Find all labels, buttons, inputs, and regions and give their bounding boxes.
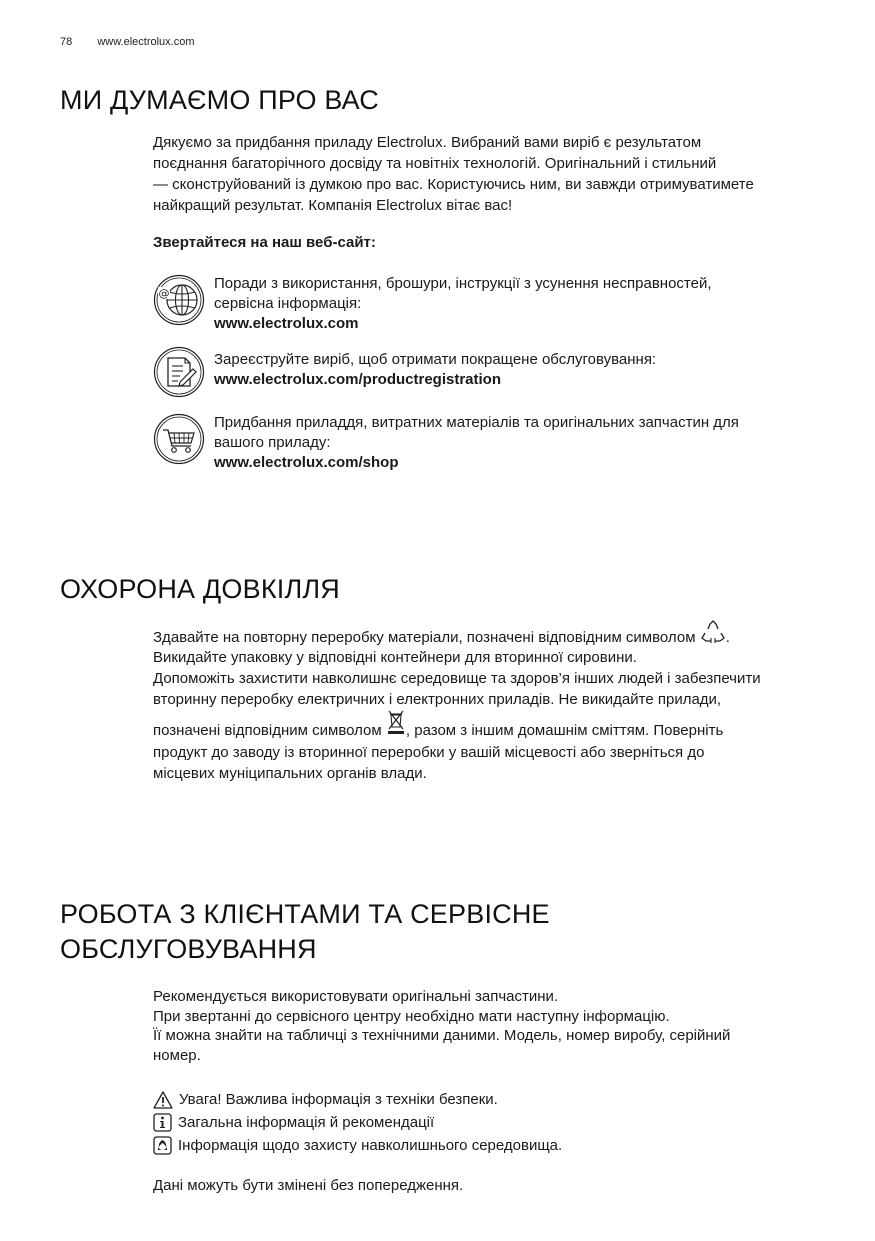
item-line: вашого приладу: <box>214 434 331 451</box>
item-line: Поради з використання, брошури, інструкції з усунення несправностей, <box>214 275 712 292</box>
site-url[interactable]: www.electrolux.com <box>97 36 195 48</box>
legend-item-environment <box>153 1134 562 1157</box>
svg-text:@: @ <box>158 287 170 300</box>
legend-item-info <box>153 1111 562 1134</box>
env-text: позначені відповідним символом <box>153 722 382 739</box>
environment-paragraph <box>153 620 843 784</box>
symbol-legend <box>153 1088 562 1157</box>
env-line-5 <box>153 710 843 742</box>
service-line: Її можна знайти на табличці з технічними даними. Модель, номер виробу, серійний <box>153 1027 731 1044</box>
service-line: номер. <box>153 1046 201 1064</box>
env-line-6: продукт до заводу із вторинної переробки у вашій місцевості або зверніться до <box>153 744 705 761</box>
shop-link[interactable]: www.electrolux.com/shop <box>214 454 399 471</box>
visit-website-label: Звертайтеся на наш веб-сайт: <box>153 234 376 251</box>
service-line: При звертанні до сервісного центру необхідно мати наступну інформацію. <box>153 1007 670 1025</box>
env-line-4: вторинну переробку електричних і електронних приладів. Не викидайте прилади, <box>153 691 722 708</box>
env-line-1 <box>153 620 843 647</box>
shop-text <box>214 413 834 473</box>
intro-paragraph <box>153 132 843 216</box>
env-line-2: Викидайте упаковку у відповідні контейнери для вторинної сировини. <box>153 649 637 666</box>
legend-text: Інформація щодо захисту навколишнього середовища. <box>178 1137 563 1154</box>
weee-bin-icon <box>386 710 406 736</box>
section-title-we-think-of-you: МИ ДУМАЄМО ПРО ВАС <box>60 85 379 115</box>
service-line: Рекомендується використовувати оригінальні запчастини. <box>153 988 559 1005</box>
shopping-cart-icon <box>153 413 205 465</box>
item-line: сервісна інформація: <box>214 295 362 312</box>
section-title-environment: ОХОРОНА ДОВКІЛЛЯ <box>60 574 340 604</box>
globe-icon <box>153 274 205 326</box>
support-text <box>214 274 834 334</box>
env-text: , разом з іншим домашнім сміттям. Поверніть <box>405 722 724 739</box>
env-text: . <box>725 629 730 646</box>
title-line: РОБОТА З КЛІЄНТАМИ ТА СЕРВІСНЕ <box>60 899 550 929</box>
environment-icon <box>153 1136 172 1155</box>
legend-text: Загальна інформація й рекомендації <box>178 1114 435 1131</box>
item-line: Зареєструйте виріб, щоб отримати покращене обслуговування: <box>214 351 657 368</box>
registration-icon <box>153 346 205 398</box>
change-notice: Дані можуть бути змінені без попередження. <box>153 1177 464 1194</box>
recycle-icon <box>700 620 726 644</box>
support-link[interactable]: www.electrolux.com <box>214 315 359 332</box>
intro-line: поєднання багаторічного досвіду та новітніх технологій. Оригінальний і стильний <box>153 155 717 172</box>
warning-icon <box>153 1091 173 1109</box>
intro-line: — сконструйований із думкою про вас. Користуючись ним, ви завжди отримуватимете <box>153 176 754 193</box>
legend-text: Увага! Важлива інформація з техніки безпеки. <box>179 1091 498 1108</box>
section-title-customer-service <box>60 897 550 967</box>
env-line-3: Допоможіть захистити навколишнє середовище та здоров’я інших людей і забезпечити <box>153 670 761 687</box>
service-paragraph <box>153 987 843 1065</box>
page-header <box>60 36 217 48</box>
page-number: 78 <box>60 36 73 48</box>
info-icon <box>153 1113 172 1132</box>
registration-link[interactable]: www.electrolux.com/productregistration <box>214 371 501 388</box>
item-line: Придбання приладдя, витратних матеріалів та оригінальних запчастин для <box>214 414 739 431</box>
env-line-7: місцевих муніципальних органів влади. <box>153 765 427 782</box>
env-text: Здавайте на повторну переробку матеріали, позначені відповідним символом <box>153 629 696 646</box>
legend-item-warning <box>153 1088 562 1111</box>
registration-text <box>214 350 834 390</box>
intro-line: Дякуємо за придбання приладу Electrolux. Вибраний вами виріб є результатом <box>153 134 702 151</box>
title-line: ОБСЛУГОВУВАННЯ <box>60 934 317 964</box>
intro-line: найкращий результат. Компанія Electrolux вітає вас! <box>153 197 513 214</box>
